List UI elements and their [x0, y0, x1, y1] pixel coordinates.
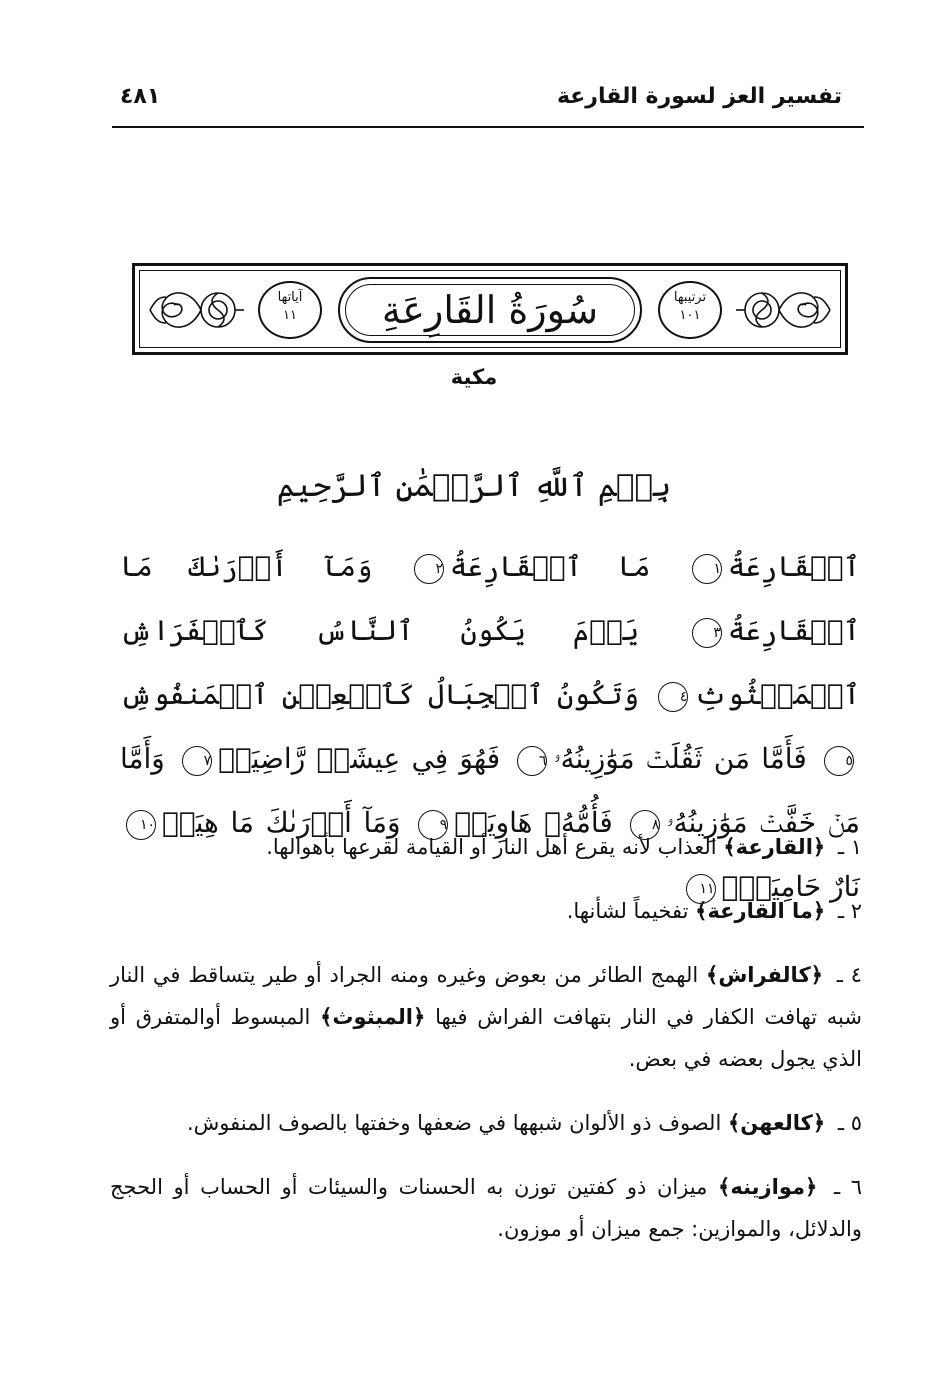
verse-count-value: ١١ — [283, 308, 297, 323]
ayah-number-marker: ٨ — [630, 810, 660, 840]
note-term: ﴿كالعهن﴾ — [727, 1111, 826, 1135]
commentary-note — [110, 1166, 862, 1250]
verse-text: وَمَآ أَدۡرَىٰكَ مَا ٱلۡقَارِعَةُ — [120, 550, 860, 647]
note-term: ﴿القارعة﴾ — [723, 835, 826, 859]
verse-text: فَأُمُّهُۥ هَاوِيَةٞ — [454, 806, 613, 839]
verse-text: وَتَكُونُ ٱلۡجِبَالُ كَٱلۡعِهۡنِ ٱلۡمَنفُوشِ — [120, 678, 639, 711]
running-title: تفسير العز لسورة القارعة — [556, 84, 842, 109]
ayah-number-marker: ١ — [692, 554, 722, 584]
banner-frame — [139, 270, 841, 348]
page-header — [112, 82, 864, 128]
verse — [176, 742, 500, 775]
surah-name-cartouche — [338, 277, 642, 343]
basmala: بِسۡمِ ٱللَّهِ ٱلرَّحۡمَٰنِ ٱلرَّحِيمِ — [276, 468, 672, 504]
ayah-number-marker: ٩ — [418, 810, 448, 840]
surah-name: سُورَةُ القَارِعَةِ — [381, 288, 599, 332]
commentary-note — [110, 890, 862, 932]
note-term: ﴿موازينه﴾ — [718, 1175, 818, 1199]
note-number: ٥ ـ — [837, 1111, 862, 1135]
note-number: ٢ ـ — [837, 899, 862, 923]
verse-text: وَأَمَّا مَنۡ خَفَّتۡ مَوَٰزِينُهُۥ — [120, 742, 860, 839]
verse-count-medallion — [258, 281, 322, 339]
commentary-note — [110, 826, 862, 868]
verse-text: وَمَآ أَدۡرَىٰكَ مَا هِيَهۡ — [162, 806, 401, 839]
verse — [408, 550, 650, 583]
verse-text: فَهُوَ فِي عِيشَةٖ رَّاضِيَةٖ — [218, 742, 501, 775]
note-text: تفخيماً لشأنها. — [566, 899, 689, 923]
note-text: ميزان ذو كفتين توزن به الحسنات والسيئات أو الحساب أو الحجج والدلائل، والموازين: جمع ميزان أو موزون. — [110, 1175, 862, 1241]
surah-order-label: ترتيبها — [673, 290, 707, 305]
ayah-number-marker: ١٠ — [126, 810, 156, 840]
arabesque-ornament-left-icon — [146, 279, 246, 341]
revelation-type: مكية — [450, 365, 498, 389]
verse-text: يَوۡمَ يَكُونُ ٱلنَّاسُ كَٱلۡفَرَاشِ ٱلۡمَبۡثُوثِ — [120, 614, 861, 711]
verse-text: مَا ٱلۡقَارِعَةُ — [449, 550, 651, 583]
verse — [686, 550, 860, 583]
note-term: ﴿كالفراش﴾ — [706, 963, 823, 987]
note-text: الصوف ذو الألوان شبهها في ضعفها وخفتها بالصوف المنفوش. — [187, 1111, 722, 1135]
verse — [511, 742, 806, 775]
verse-text: فَأَمَّا مَن ثَقُلَتۡ مَوَٰزِينُهُۥ — [553, 742, 807, 775]
note-text: الهمج الطائر من بعوض وغيره ومنه الجراد أو طير يتساقط في النار شبه تهافت الكفار في النار بتهافت الفراش فيها — [110, 963, 862, 1029]
note-term: ﴿ما القارعة﴾ — [695, 899, 826, 923]
header-rule — [112, 126, 864, 128]
verse-text: ٱلۡقَارِعَةُ — [727, 550, 861, 583]
commentary-notes — [110, 805, 862, 1272]
note-text: العذاب لأنه يقرع أهل النار أو القيامة لقرعها بأهوالها. — [266, 835, 717, 859]
ayah-number-marker: ١١ — [686, 874, 716, 904]
ayah-number-marker: ٦ — [517, 746, 547, 776]
surah-banner — [132, 263, 848, 355]
commentary-note — [110, 1102, 862, 1144]
note-term: ﴿المبثوث﴾ — [320, 1005, 426, 1029]
commentary-note — [110, 954, 862, 1080]
ayah-number-marker: ٧ — [182, 746, 212, 776]
surah-order-medallion — [658, 281, 722, 339]
note-number: ٤ ـ — [836, 963, 862, 987]
page-number: ٤٨١ — [120, 84, 161, 109]
verse-count-label: آياتها — [277, 290, 303, 305]
arabesque-ornament-right-icon — [734, 279, 834, 341]
ayah-number-marker: ٥ — [824, 746, 854, 776]
ayah-number-marker: ٢ — [414, 554, 444, 584]
note-text: المبسوط أوالمتفرق أو الذي يجول بعضه في بعض. — [110, 1005, 862, 1071]
note-number: ١ ـ — [837, 835, 862, 859]
verse-text: نَارٌ حَامِيَةُۢ — [721, 870, 860, 903]
ayah-number-marker: ٤ — [658, 682, 688, 712]
note-number: ٦ ـ — [833, 1175, 863, 1199]
ayah-number-marker: ٣ — [692, 618, 722, 648]
surah-order-value: ١٠١ — [679, 308, 701, 323]
